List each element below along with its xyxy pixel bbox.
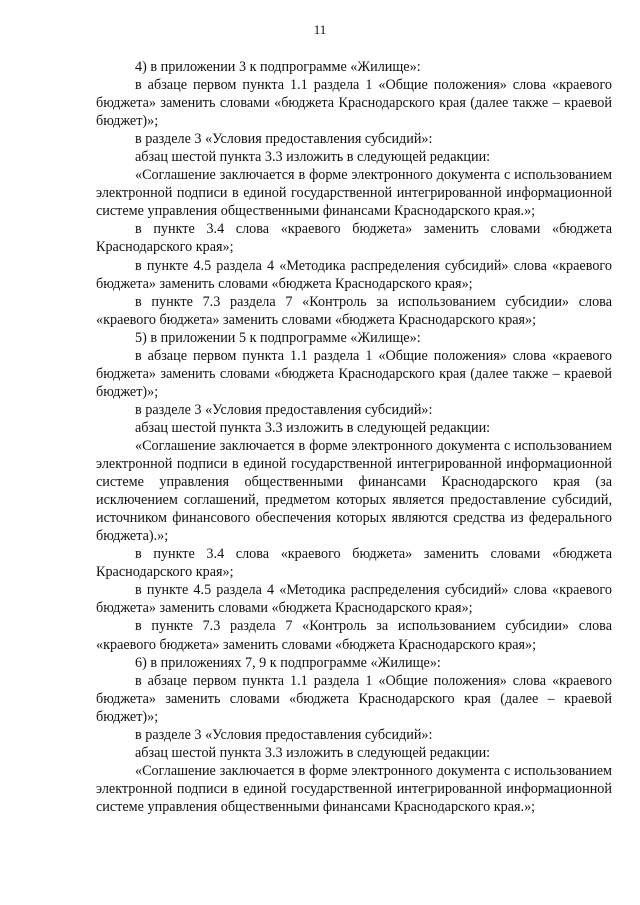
paragraph: в пункте 3.4 слова «краевого бюджета» заменить словами «бюджета Краснодарского края»; <box>96 221 612 256</box>
quoted-paragraph: «Соглашение заключается в форме электронного документа с использованием электронной подписи в единой государственной интегрированной информационной системе управления общественными финансами Краснодарского края.»; <box>96 762 612 815</box>
paragraph: в пункте 3.4 слова «краевого бюджета» заменить словами «бюджета Краснодарского края»; <box>96 546 612 581</box>
paragraph-item-4-heading: 4) в приложении 3 к подпрограмме «Жилище»: <box>135 59 421 75</box>
paragraph-item-5-heading: 5) в приложении 5 к подпрограмме «Жилище»: <box>135 329 421 346</box>
paragraph: в абзаце первом пункта 1.1 раздела 1 «Общие положения» слова «краевого бюджета» заменить словами «бюджета Краснодарского края (далее – краевой бюджет)»; <box>96 672 612 725</box>
quoted-paragraph: «Соглашение заключается в форме электронного документа с использованием электронной подписи в единой государственной интегрированной информационной системе управления общественными финансами Краснодарского края (за исключением соглашений, предметом которых является предоставление субсидий, источником финансового обеспечения которых являются средства из федерального бюджета).»; <box>96 437 612 545</box>
document-body <box>96 58 612 816</box>
paragraph: в пункте 7.3 раздела 7 «Контроль за использованием субсидии» слова «краевого бюджета» заменить словами «бюджета Краснодарского края»; <box>96 618 612 653</box>
page-number: 11 <box>313 22 327 37</box>
paragraph: в пункте 4.5 раздела 4 «Методика распределения субсидий» слова «краевого бюджета» заменить словами «бюджета Краснодарского края»; <box>96 257 612 292</box>
paragraph: в пункте 7.3 раздела 7 «Контроль за использованием субсидии» слова «краевого бюджета» заменить словами «бюджета Краснодарского края»; <box>96 293 612 328</box>
paragraph-item-6-heading: 6) в приложениях 7, 9 к подпрограмме «Жилище»: <box>135 654 441 671</box>
paragraph: в разделе 3 «Условия предоставления субсидий»: <box>135 726 433 743</box>
paragraph: в разделе 3 «Условия предоставления субсидий»: <box>135 401 433 418</box>
quoted-paragraph: «Соглашение заключается в форме электронного документа с использованием электронной подписи в единой государственной интегрированной информационной системе управления общественными финансами Краснодарского края.»; <box>96 167 612 220</box>
paragraph: в абзаце первом пункта 1.1 раздела 1 «Общие положения» слова «краевого бюджета» заменить словами «бюджета Краснодарского края (далее также – краевой бюджет)»; <box>96 347 612 400</box>
paragraph: абзац шестой пункта 3.3 изложить в следующей редакции: <box>135 149 491 166</box>
paragraph: в пункте 4.5 раздела 4 «Методика распределения субсидий» слова «краевого бюджета» заменить словами «бюджета Краснодарского края»; <box>96 582 612 617</box>
paragraph: абзац шестой пункта 3.3 изложить в следующей редакции: <box>135 744 491 761</box>
paragraph: в абзаце первом пункта 1.1 раздела 1 «Общие положения» слова «краевого бюджета» заменить словами «бюджета Краснодарского края (далее также – краевой бюджет)»; <box>96 77 612 130</box>
paragraph: абзац шестой пункта 3.3 изложить в следующей редакции: <box>135 419 491 436</box>
paragraph: в разделе 3 «Условия предоставления субсидий»: <box>135 131 433 148</box>
